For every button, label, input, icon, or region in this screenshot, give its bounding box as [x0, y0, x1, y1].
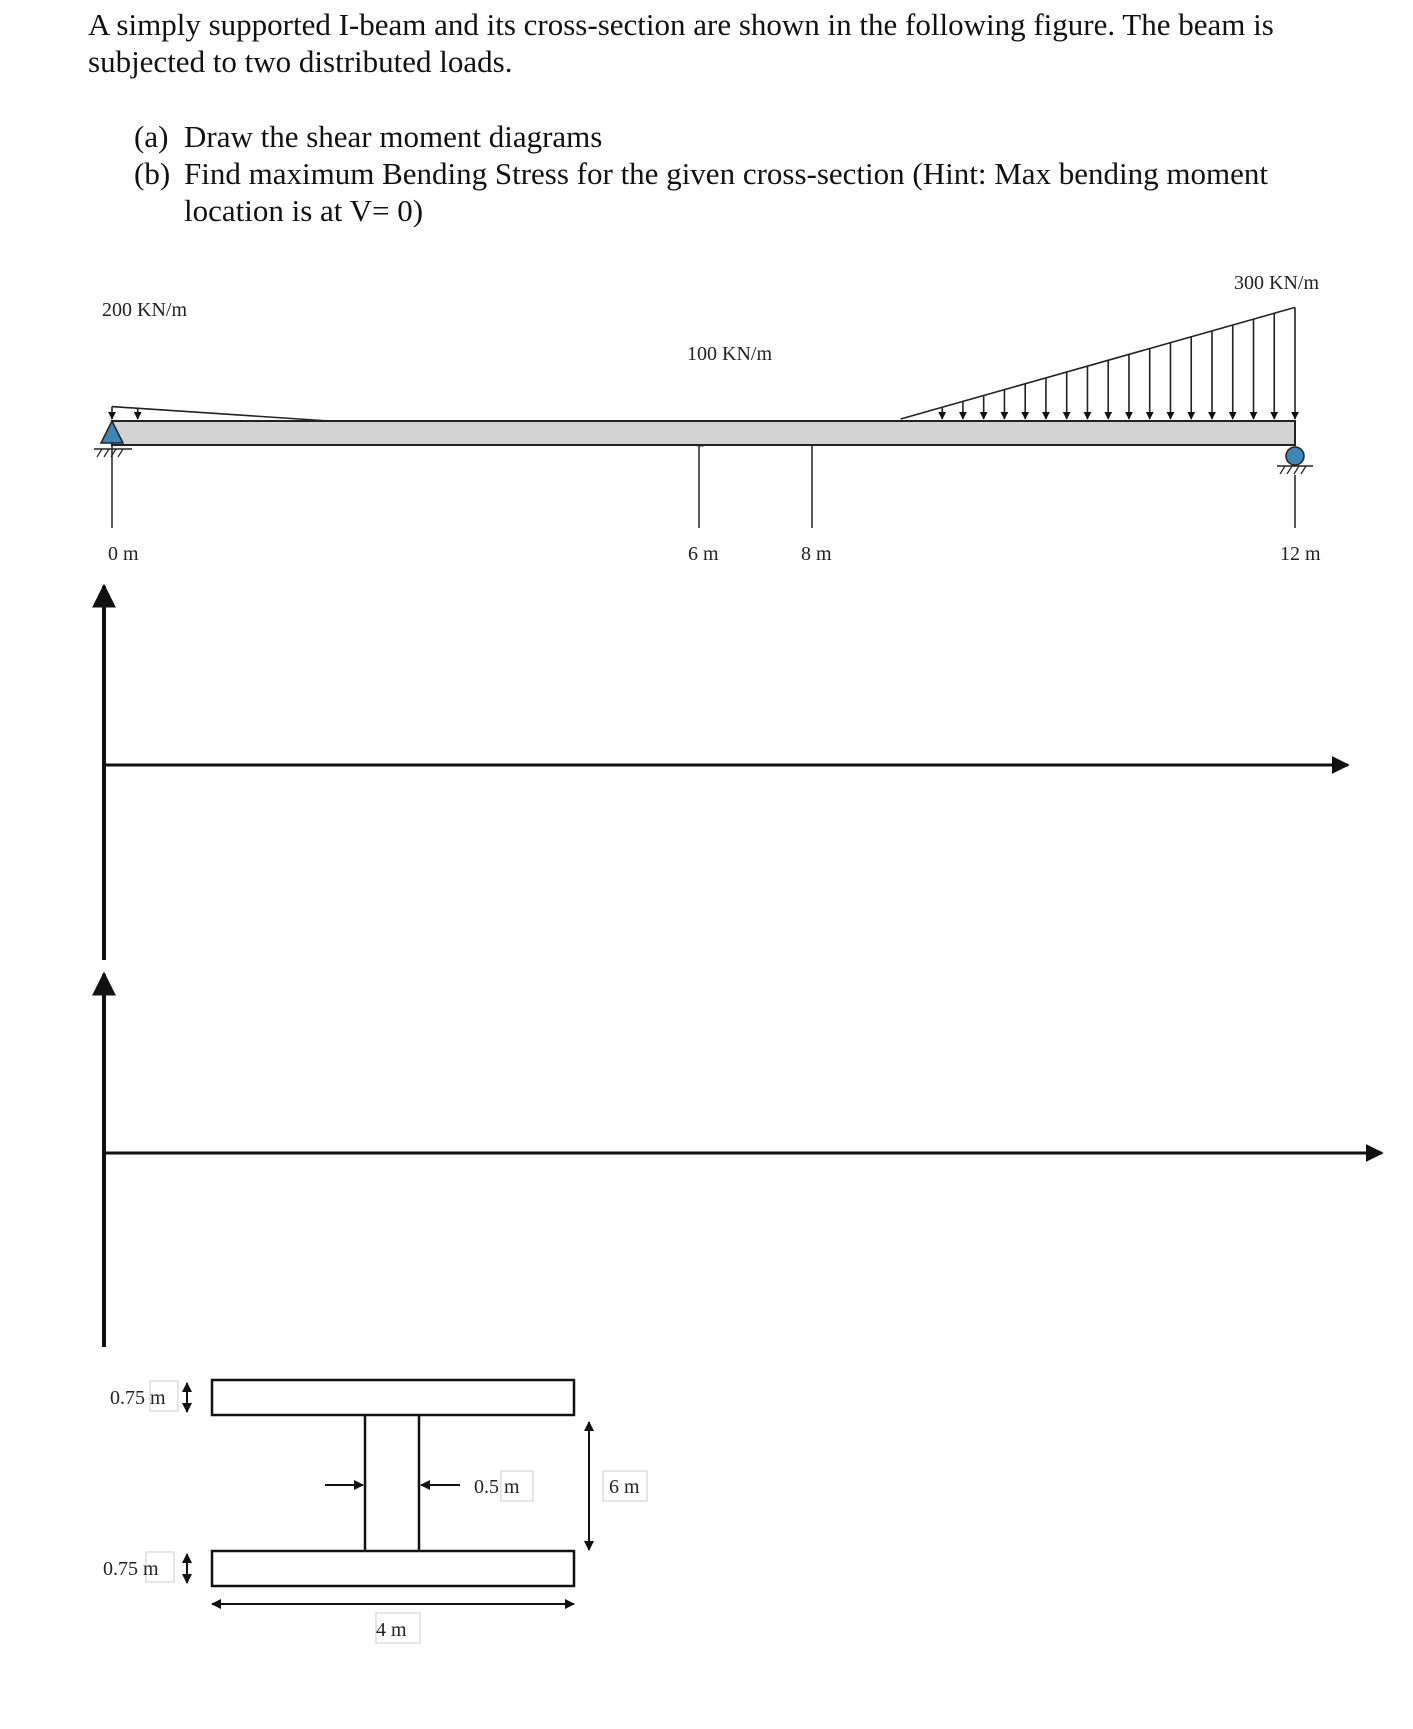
beam	[112, 421, 1295, 445]
load-label-100: 100 KN/m	[687, 343, 772, 365]
load-label-300: 300 KN/m	[1234, 272, 1319, 294]
top-flange-label: 0.75 m	[110, 1387, 166, 1409]
height-label: 6 m	[609, 1476, 640, 1498]
width-label: 4 m	[376, 1619, 407, 1641]
position-label-12: 12 m	[1280, 543, 1321, 565]
task-b-text: Find maximum Bending Stress for the given cross-section (Hint: Max bending moment location is at V= 0)	[184, 156, 1269, 228]
bottom-flange-label: 0.75 m	[103, 1558, 159, 1580]
position-label-6: 6 m	[688, 543, 719, 565]
roller-support	[1277, 447, 1313, 474]
top-flange	[212, 1380, 574, 1415]
position-markers	[112, 445, 1295, 528]
load-label-200: 200 KN/m	[102, 299, 187, 321]
problem-intro: A simply supported I-beam and its cross-section are shown in the following figure. The beam is subjected to two distributed loads.	[88, 7, 1274, 79]
distributed-load-right	[901, 307, 1295, 419]
moment-diagram-axes	[104, 974, 1382, 1347]
position-label-0: 0 m	[108, 543, 139, 565]
load-envelope	[901, 307, 1295, 419]
web-label: 0.5 m	[474, 1476, 520, 1498]
bottom-flange	[212, 1551, 574, 1586]
task-a-tag: (a)	[134, 119, 169, 154]
task-a-text: Draw the shear moment diagrams	[184, 119, 603, 154]
task-b-tag: (b)	[134, 156, 171, 191]
position-label-8: 8 m	[801, 543, 832, 565]
shear-diagram-axes	[104, 586, 1348, 960]
